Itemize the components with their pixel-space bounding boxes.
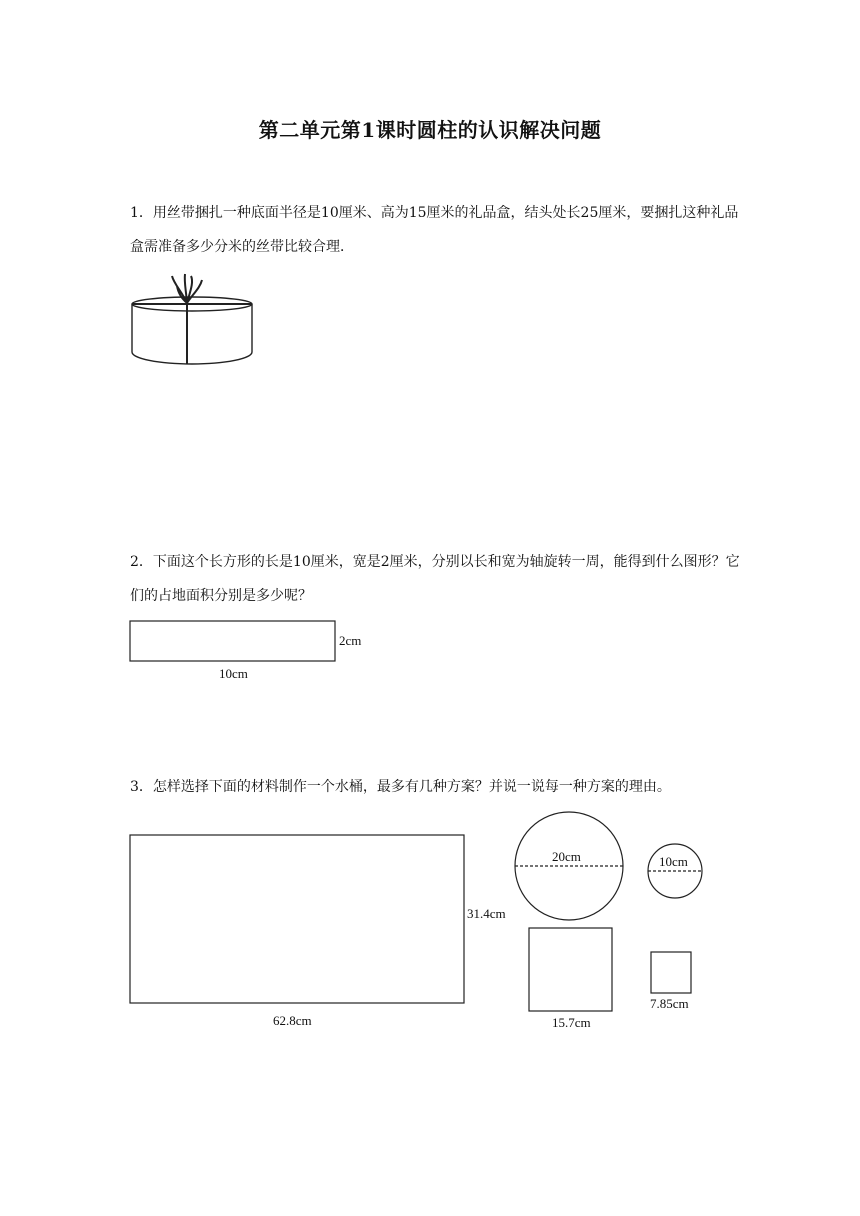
small-square (651, 952, 691, 993)
small-square-side-label: 7.85cm (650, 996, 689, 1011)
length-label: 10cm (219, 666, 248, 681)
large-rect-height-label: 31.4cm (467, 906, 506, 921)
large-square (529, 928, 612, 1011)
question-number: 2． (130, 554, 153, 570)
gift-box-figure (132, 274, 252, 364)
question-text: 怎样选择下面的材料制作一个水桶，最多有几种方案？并说一说每一种方案的理由。 (152, 779, 671, 795)
question-number: 1． (130, 205, 153, 221)
large-square-side-label: 15.7cm (552, 1015, 591, 1030)
cylinder-bottom-arc (132, 352, 252, 364)
large-rect-length-label: 62.8cm (273, 1013, 312, 1028)
rectangle-figure (130, 621, 361, 681)
materials-figure (130, 812, 702, 1030)
question-text: 用丝带捆扎一种底面半径是10厘米、高为15厘米的礼品盒，结头处长25厘米，要捆扎这种礼品盒需准备多少分米的丝带比较合理． (130, 205, 739, 255)
rectangle (130, 621, 335, 661)
large-circle-diameter-label: 20cm (552, 849, 581, 864)
large-rectangle (130, 835, 464, 1003)
question-number: 3． (130, 779, 153, 795)
page-title: 第二单元第1课时圆柱的认识解决问题 (258, 118, 602, 142)
ribbon-bow (172, 274, 202, 303)
small-circle-diameter-label: 10cm (659, 854, 688, 869)
width-label: 2cm (339, 633, 362, 648)
question-text: 下面这个长方形的长是10厘米，宽是2厘米，分别以长和宽为轴旋转一周，能得到什么图形？它们的占地面积分别是多少呢？ (130, 554, 740, 604)
